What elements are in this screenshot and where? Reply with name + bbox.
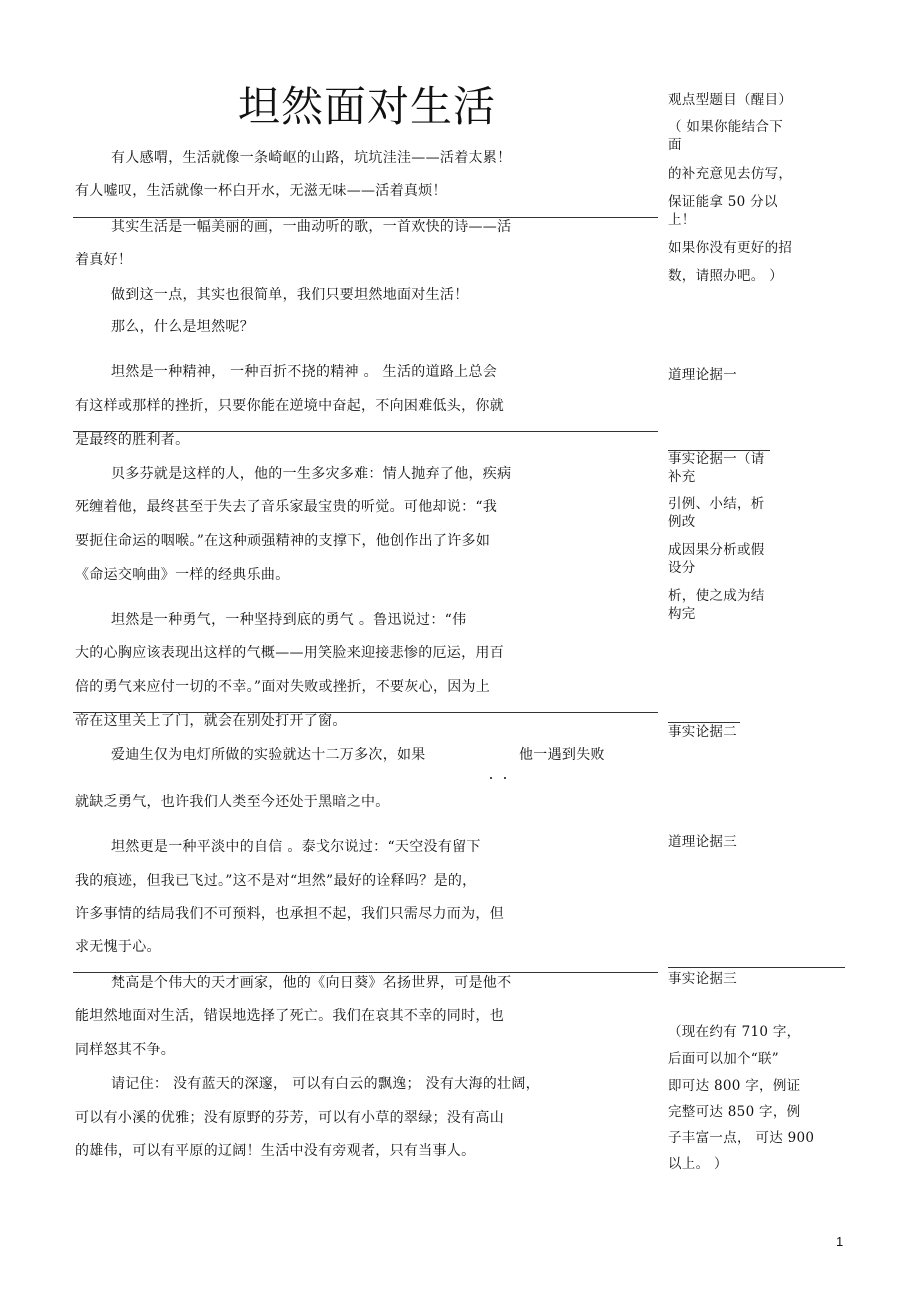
margin-note-line: 完整可达 850 字，例 (668, 1104, 801, 1120)
body-text-line: 求无愧于心。 (75, 939, 161, 955)
body-text-line: 《命运交响曲》一样的经典乐曲。 (75, 567, 290, 583)
body-text-line: 那么，什么是坦然呢？ (111, 319, 254, 335)
divider-rule (73, 712, 658, 713)
margin-note-line: 设分 (668, 560, 696, 576)
body-text-line: 许多事情的结局我们不可预料，也承担不起，我们只需尽力而为，但 (75, 906, 504, 922)
margin-note-line: 例改 (668, 514, 696, 530)
essay-title: 坦然面对生活 (238, 82, 497, 131)
margin-note-line: 后面可以加个“联” (668, 1051, 780, 1067)
emphasis-dot (504, 777, 506, 779)
body-text-line: 大的心胸应该表现出这样的气概——用笑脸来迎接悲惨的厄运，用百 (75, 645, 504, 661)
margin-note-line: 上！ (668, 212, 696, 228)
body-text-line: 坦然是一种勇气，一种坚持到底的勇气 。鲁迅说过：“伟 (111, 612, 467, 628)
body-text-line: 可以有小溪的优雅；没有原野的芬芳，可以有小草的翠绿；没有高山 (75, 1110, 504, 1126)
body-text-line: 梵高是个伟大的天才画家，他的《向日葵》名扬世界，可是他不 (111, 975, 512, 991)
margin-note-line: 以上。 ） (668, 1156, 728, 1172)
body-text-line: 要扼住命运的咽喉。”在这种顽强精神的支撑下，他创作出了许多如 (75, 533, 491, 549)
margin-note-line: 子丰富一点， 可达 900 (668, 1130, 815, 1146)
margin-note-line: 析，使之成为结 (668, 588, 765, 604)
divider-rule (73, 972, 658, 973)
divider-rule (73, 217, 658, 218)
body-text-line: 坦然更是一种平淡中的自信 。泰戈尔说过：“天空没有留下 (111, 839, 481, 855)
body-text-line: 死缠着他，最终甚至于失去了音乐家最宝贵的听觉。可他却说：“我 (75, 499, 498, 515)
margin-note-line: 如果你没有更好的招 (668, 240, 793, 256)
body-text-line: 能坦然地面对生活，错误地选择了死亡。我们在哀其不幸的同时，也 (75, 1008, 504, 1024)
margin-note-line: （现在约有 710 字， (668, 1024, 801, 1040)
margin-note-line: 引例、小结，析 (668, 496, 765, 512)
body-text-line: 的雄伟，可以有平原的辽阔！生活中没有旁观者，只有当事人。 (75, 1143, 476, 1159)
margin-note-line: 事实论据二 (668, 724, 737, 740)
body-text-line: 我的痕迹，但我已飞过。”这不是对“坦然”最好的诠释吗？是的， (75, 873, 477, 889)
body-text-line: 有这样或那样的挫折，只要你能在逆境中奋起，不向困难低头，你就 (75, 398, 504, 414)
margin-note-line: 观点型题目（醒目） (668, 92, 793, 108)
margin-note-line: 事实论据三 (668, 971, 737, 987)
body-text-line: 同样怒其不争。 (75, 1042, 176, 1058)
body-text-line: 有人感喟，生活就像一条崎岖的山路，坑坑洼洼——活着太累！ (111, 150, 512, 166)
margin-note-line: （ 如果你能结合下 (668, 119, 783, 135)
body-text-line: 着真好！ (75, 252, 133, 268)
page-number: 1 (836, 1234, 844, 1249)
body-text-line: 是最终的胜利者。 (75, 432, 190, 448)
divider-rule (668, 722, 740, 723)
margin-note-line: 面 (668, 137, 682, 153)
margin-note-line: 事实论据一（请 (668, 451, 765, 467)
margin-note-line: 数，请照办吧。 ） (668, 268, 783, 284)
body-text-line: 贝多芬就是这样的人，他的一生多灾多难：情人抛弃了他，疾病 (111, 466, 512, 482)
margin-note-line: 构完 (668, 606, 696, 622)
body-text-line: 就缺乏勇气，也许我们人类至今还处于黑暗之中。 (75, 794, 390, 810)
margin-note-line: 保证能拿 50 分以 (668, 194, 778, 210)
margin-note-line: 成因果分析或假 (668, 542, 765, 558)
divider-rule (668, 450, 770, 451)
margin-note-line: 即可达 800 字，例证 (668, 1078, 801, 1094)
body-text-line: 请记住： 没有蓝天的深邃， 可以有白云的飘逸； 没有大海的壮阔， (111, 1076, 540, 1092)
divider-rule (73, 431, 658, 432)
margin-note-line: 道理论据一 (668, 367, 737, 383)
body-text-line: 爱迪生仅为电灯所做的实验就达十二万多次，如果 (111, 747, 426, 763)
body-text-line: 有人嘘叹，生活就像一杯白开水，无滋无味——活着真烦！ (75, 183, 447, 199)
body-text-line: 坦然是一种精神， 一种百折不挠的精神 。 生活的道路上总会 (111, 364, 498, 380)
margin-note-line: 补充 (668, 469, 696, 485)
margin-note-line: 道理论据三 (668, 834, 737, 850)
divider-rule (668, 967, 845, 968)
body-text-line: 他一遇到失败 (519, 747, 605, 763)
body-text-line: 倍的勇气来应付一切的不幸。”面对失败或挫折，不要灰心，因为上 (75, 679, 491, 695)
body-text-line: 做到这一点，其实也很简单，我们只要坦然地面对生活！ (111, 287, 469, 303)
body-text-line: 帝在这里关上了门，就会在别处打开了窗。 (75, 713, 347, 729)
margin-note-line: 的补充意见去仿写， (668, 166, 793, 182)
emphasis-dot (490, 777, 492, 779)
body-text-line: 其实生活是一幅美丽的画，一曲动听的歌，一首欢快的诗——活 (111, 219, 512, 235)
